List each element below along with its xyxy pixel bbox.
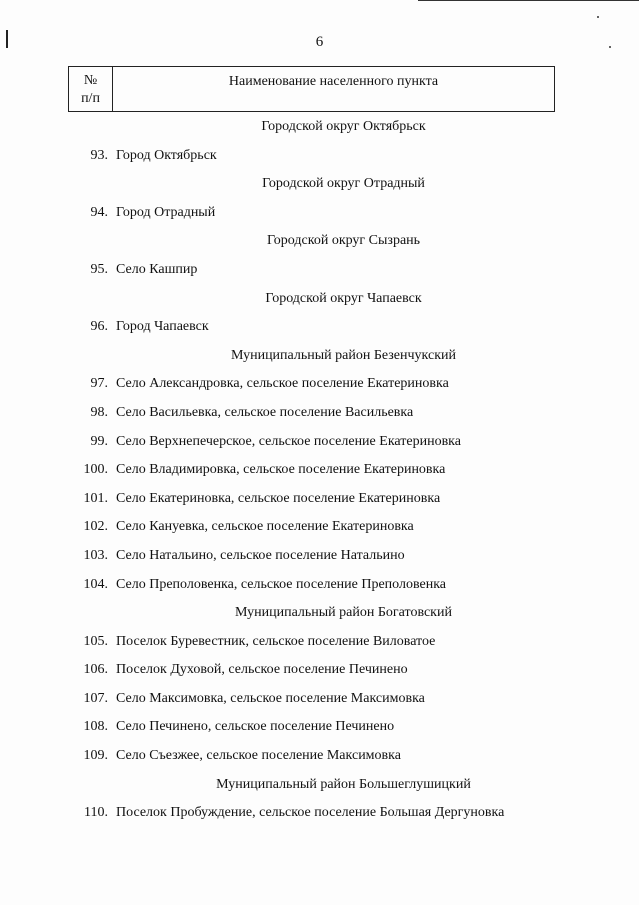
list-item (0, 713, 639, 742)
number-abbr: п/п (81, 91, 100, 106)
item-number: 100. (83, 462, 108, 478)
section-heading: Муниципальный район Богатовский (235, 605, 452, 621)
item-number: 104. (83, 576, 108, 592)
item-number: 109. (83, 748, 108, 764)
section-heading: Городской округ Отрадный (262, 176, 425, 192)
list-item (0, 799, 639, 828)
item-name: Село Натальино, сельское поселение Натальино (116, 547, 405, 563)
item-number: 95. (90, 261, 108, 277)
item-name: Село Васильевка, сельское поселение Васильевка (116, 404, 414, 420)
section-heading: Муниципальный район Безенчукский (230, 347, 456, 363)
list-item (0, 370, 639, 399)
item-number: 101. (83, 490, 108, 506)
item-name: Село Преполовенка, сельское поселение Преполовенка (116, 576, 447, 592)
item-number: 105. (83, 633, 108, 649)
item-name: Поселок Пробуждение, сельское поселение Большая Дергуновка (116, 805, 505, 821)
item-name: Поселок Буревестник, сельское поселение Виловатое (116, 633, 436, 649)
list-item (0, 428, 639, 457)
item-number: 93. (90, 147, 108, 163)
item-name: Село Кашпир (116, 261, 198, 277)
number-column-header (69, 67, 113, 111)
item-name: Город Отрадный (116, 204, 216, 220)
item-name: Город Чапаевск (116, 319, 209, 335)
list-item (0, 456, 639, 485)
list-item (0, 542, 639, 571)
item-name: Село Верхнепечерское, сельское поселение Екатериновка (116, 433, 461, 449)
item-number: 107. (83, 690, 108, 706)
section-heading: Муниципальный район Большеглушицкий (216, 776, 471, 792)
item-number: 99. (90, 433, 108, 449)
item-name: Город Октябрьск (116, 147, 217, 163)
list-item (0, 256, 639, 285)
item-number: 108. (83, 719, 108, 735)
item-number: 97. (90, 376, 108, 392)
list-item (0, 628, 639, 657)
list-item (0, 399, 639, 428)
list-item (0, 199, 639, 228)
item-number: 96. (90, 319, 108, 335)
item-name: Село Печинено, сельское поселение Печинено (116, 719, 395, 735)
number-sign: № (83, 73, 98, 88)
item-name: Село Максимовка, сельское поселение Максимовка (116, 690, 425, 706)
item-number: 102. (83, 519, 108, 535)
item-name: Село Кануевка, сельское поселение Екатериновка (116, 519, 414, 535)
item-name: Село Владимировка, сельское поселение Екатериновка (116, 462, 446, 478)
section-heading: Городской округ Сызрань (266, 233, 421, 249)
list-item (0, 485, 639, 514)
item-name: Село Съезжее, сельское поселение Максимовка (116, 748, 401, 764)
list-item (0, 313, 639, 342)
page-number: 6 (315, 34, 324, 50)
item-name: Село Александровка, сельское поселение Екатериновка (116, 376, 449, 392)
table-header (68, 66, 555, 112)
item-number: 103. (83, 547, 108, 563)
settlement-list (0, 113, 639, 828)
section-heading: Городской округ Октябрьск (261, 119, 426, 134)
list-item (0, 142, 639, 171)
section-heading: Городской округ Чапаевск (265, 290, 422, 306)
name-column-header: Наименование населенного пункта (228, 74, 439, 89)
item-name: Поселок Духовой, сельское поселение Печинено (116, 662, 408, 678)
item-number: 94. (90, 204, 108, 220)
list-item (0, 571, 639, 600)
list-item (0, 685, 639, 714)
list-item (0, 742, 639, 771)
item-number: 110. (84, 805, 108, 821)
scan-edge-line (418, 0, 639, 1)
item-name: Село Екатериновка, сельское поселение Екатериновка (116, 490, 441, 506)
list-item (0, 513, 639, 542)
item-number: 98. (90, 404, 108, 420)
scan-speck (597, 16, 599, 18)
item-number: 106. (83, 662, 108, 678)
list-item (0, 656, 639, 685)
